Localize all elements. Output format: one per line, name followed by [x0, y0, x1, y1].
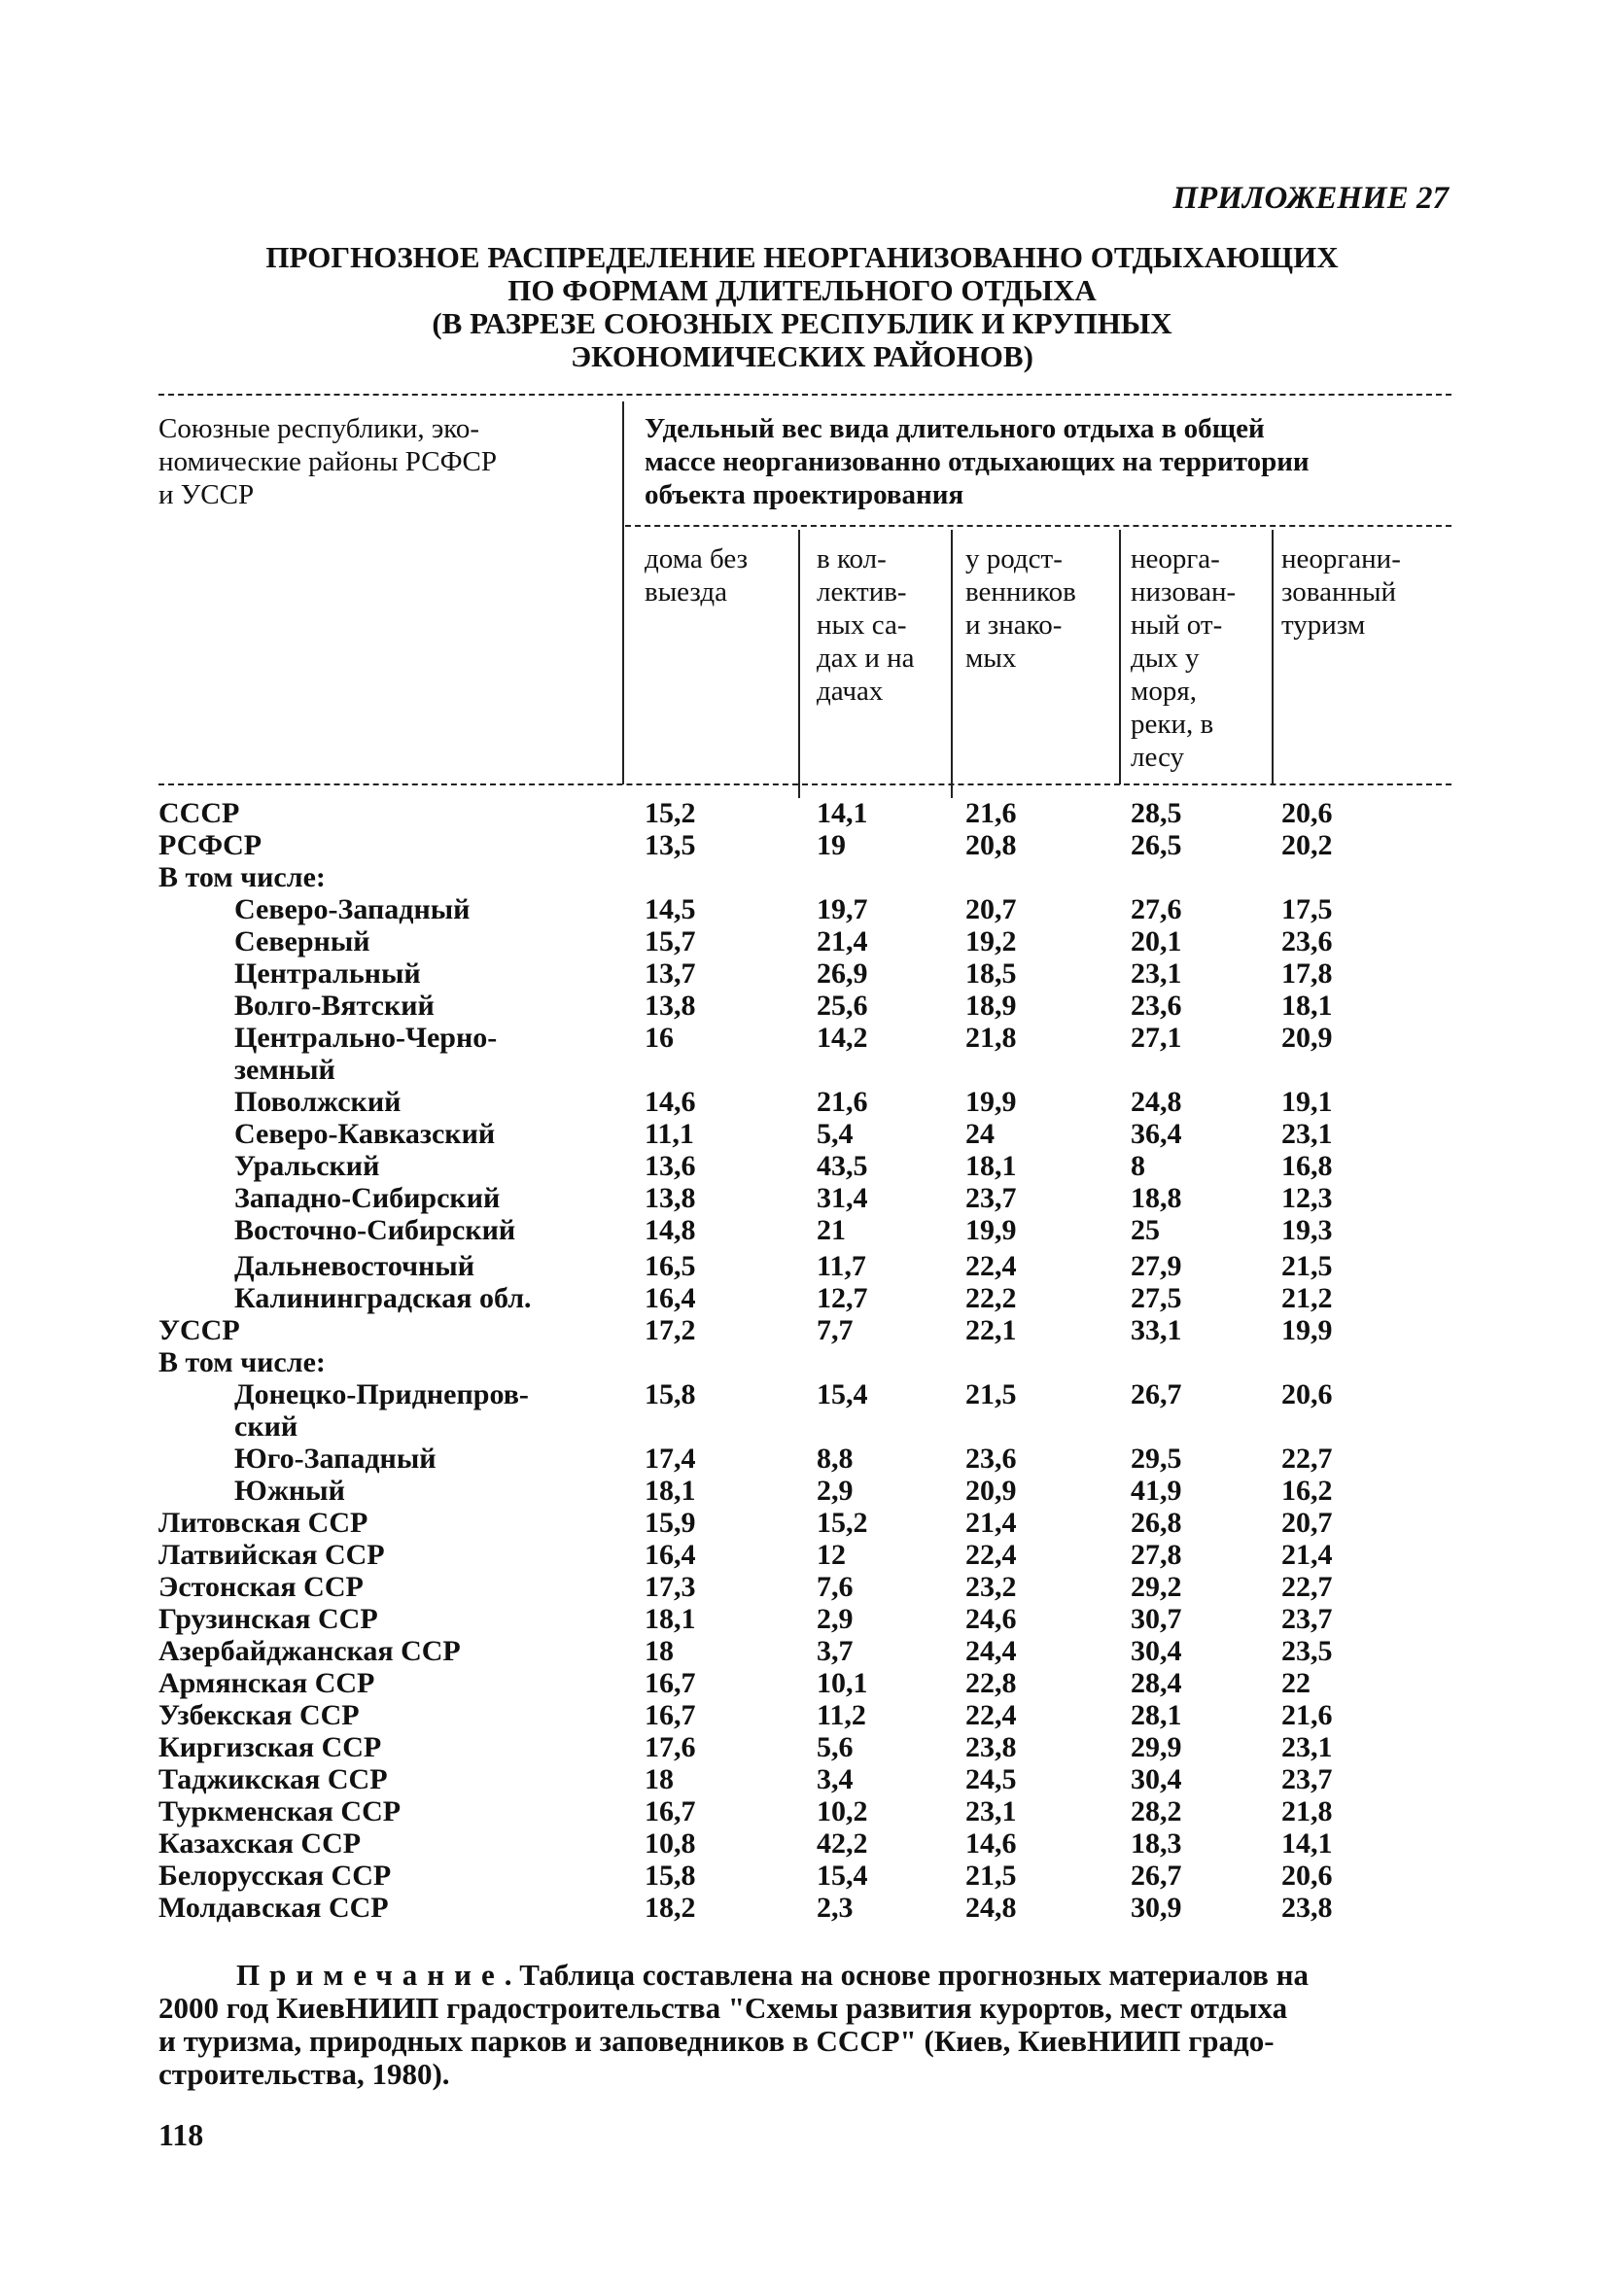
table-body-divider [798, 784, 800, 798]
table-cell: 2,9 [817, 1603, 854, 1635]
page-title [156, 241, 1449, 373]
table-row [0, 1182, 1608, 1214]
row-label: Азербайджанская ССР [158, 1635, 461, 1667]
table-cell: 17,5 [1281, 893, 1333, 925]
table-cell: 16 [645, 1022, 674, 1054]
table-cell: 23,1 [965, 1795, 1017, 1827]
table-cell: 42,2 [817, 1827, 868, 1860]
table-cell: 16,5 [645, 1250, 696, 1282]
table-cell: 23,6 [965, 1443, 1017, 1475]
table-cell: 21,4 [817, 925, 868, 957]
table-cell: 23,7 [965, 1182, 1017, 1214]
table-cell: 29,2 [1131, 1571, 1182, 1603]
table-cell: 20,9 [1281, 1022, 1333, 1054]
row-label: Таджикская ССР [158, 1763, 388, 1795]
footnote-text: и туризма, природных парков и заповедников в СССР" (Киев, КиевНИИП градо- [158, 2024, 1275, 2058]
table-cell: 17,2 [645, 1314, 696, 1346]
table-subheader-rule [625, 525, 1451, 527]
table-cell: 19,3 [1281, 1214, 1333, 1246]
table-cell: 20,6 [1281, 1860, 1333, 1892]
column-header-line: реки, в [1131, 709, 1214, 740]
row-label: ский [234, 1410, 298, 1443]
table-cell: 21,5 [965, 1378, 1017, 1410]
table-cell: 21,6 [1281, 1699, 1333, 1731]
table-cell: 16,2 [1281, 1475, 1333, 1507]
column-header-line: туризм [1281, 609, 1366, 641]
table-cell: 16,4 [645, 1539, 696, 1571]
table-cell: 18,1 [1281, 990, 1333, 1022]
table-cell: 21 [817, 1214, 846, 1246]
table-cell: 27,6 [1131, 893, 1182, 925]
table-cell: 15,8 [645, 1378, 696, 1410]
table-cell: 11,2 [817, 1699, 866, 1731]
table-cell: 15,9 [645, 1507, 696, 1539]
table-cell: 24,8 [965, 1892, 1017, 1924]
table-row [0, 1507, 1608, 1539]
table-cell: 27,9 [1131, 1250, 1182, 1282]
table-cell: 28,4 [1131, 1667, 1182, 1699]
table-cell: 30,4 [1131, 1763, 1182, 1795]
table-cell: 21,2 [1281, 1282, 1333, 1314]
table-cell: 20,1 [1131, 925, 1182, 957]
row-label: Восточно-Сибирский [234, 1214, 516, 1246]
table-cell: 12,7 [817, 1282, 868, 1314]
row-label: Западно-Сибирский [234, 1182, 501, 1214]
table-cell: 13,7 [645, 957, 696, 990]
row-label: Донецко-Приднепров- [234, 1378, 529, 1410]
table-cell: 13,8 [645, 990, 696, 1022]
table-row [0, 1086, 1608, 1118]
table-cell: 25 [1131, 1214, 1160, 1246]
table-cell: 28,5 [1131, 797, 1182, 829]
table-cell: 19,9 [965, 1086, 1017, 1118]
table-row [0, 1795, 1608, 1827]
table-row [0, 925, 1608, 957]
table-cell: 27,5 [1131, 1282, 1182, 1314]
table-row [0, 1214, 1608, 1246]
table-cell: 23,8 [965, 1731, 1017, 1763]
table-cell: 27,8 [1131, 1539, 1182, 1571]
table-top-rule [158, 394, 1451, 396]
table-cell: 23,1 [1281, 1118, 1333, 1150]
table-cell: 22,2 [965, 1282, 1017, 1314]
table-row [0, 1022, 1608, 1054]
row-label: Узбекская ССР [158, 1699, 360, 1731]
page-number: 118 [158, 2117, 204, 2152]
table-cell: 12 [817, 1539, 846, 1571]
table-col-divider [1272, 530, 1274, 784]
stub-header-line: номические районы РСФСР [158, 446, 497, 477]
table-cell: 28,1 [1131, 1699, 1182, 1731]
table-row [0, 1731, 1608, 1763]
table-row [0, 1378, 1608, 1410]
table-cell: 22,4 [965, 1539, 1017, 1571]
title-line: ЭКОНОМИЧЕСКИХ РАЙОНОВ) [571, 339, 1033, 373]
row-label: Белорусская ССР [158, 1860, 392, 1892]
row-label: Центрально-Черно- [234, 1022, 498, 1054]
table-cell: 18,1 [645, 1603, 696, 1635]
table-cell: 15,4 [817, 1860, 868, 1892]
column-header-nature [1131, 542, 1236, 774]
table-cell: 24,4 [965, 1635, 1017, 1667]
column-header-line: дах и на [817, 643, 915, 674]
table-cell: 21,8 [1281, 1795, 1333, 1827]
column-header-line: и знако- [965, 609, 1063, 641]
table-cell: 11,7 [817, 1250, 866, 1282]
row-label: Казахская ССР [158, 1827, 362, 1860]
column-header-home [645, 542, 748, 609]
table-cell: 12,3 [1281, 1182, 1333, 1214]
stub-header [158, 412, 497, 511]
table-cell: 29,5 [1131, 1443, 1182, 1475]
table-cell: 23,8 [1281, 1892, 1333, 1924]
table-body-divider [951, 784, 953, 798]
column-header-line: лектив- [817, 576, 907, 608]
row-label: УССР [158, 1314, 240, 1346]
row-label: Северо-Кавказский [234, 1118, 496, 1150]
table-cell: 11,1 [645, 1118, 694, 1150]
table-cell: 26,7 [1131, 1378, 1182, 1410]
row-label: Молдавская ССР [158, 1892, 389, 1924]
table-cell: 18,1 [645, 1475, 696, 1507]
table-cell: 21,5 [1281, 1250, 1333, 1282]
footnote [158, 1959, 1451, 2091]
table-cell: 16,8 [1281, 1150, 1333, 1182]
table-cell: 20,6 [1281, 1378, 1333, 1410]
table-cell: 22,4 [965, 1699, 1017, 1731]
table-cell: 20,7 [965, 893, 1017, 925]
column-header-line: низован- [1131, 576, 1237, 608]
table-cell: 22,4 [965, 1250, 1017, 1282]
table-cell: 22,7 [1281, 1443, 1333, 1475]
table-row [0, 1860, 1608, 1892]
table-row [0, 1763, 1608, 1795]
footnote-label: Примечание [236, 1958, 505, 1992]
row-label: Центральный [234, 957, 421, 990]
table-col-divider [798, 530, 800, 784]
table-cell: 24,5 [965, 1763, 1017, 1795]
row-label: Армянская ССР [158, 1667, 375, 1699]
table-cell: 17,3 [645, 1571, 696, 1603]
table-cell: 20,8 [965, 829, 1017, 861]
table-cell: 18,8 [1131, 1182, 1182, 1214]
column-header-line: лесу [1131, 742, 1185, 773]
table-cell: 18,5 [965, 957, 1017, 990]
table-row [0, 1667, 1608, 1699]
table-row [0, 1250, 1608, 1282]
table-cell: 15,2 [817, 1507, 868, 1539]
table-cell: 26,9 [817, 957, 868, 990]
row-label: Калининградская обл. [234, 1282, 532, 1314]
table-cell: 21,6 [817, 1086, 868, 1118]
table-cell: 14,2 [817, 1022, 868, 1054]
table-cell: 2,3 [817, 1892, 854, 1924]
table-cell: 15,7 [645, 925, 696, 957]
column-header-line: мых [965, 643, 1017, 674]
table-col-divider [951, 530, 953, 784]
table-stub-divider [622, 401, 624, 784]
table-cell: 30,7 [1131, 1603, 1182, 1635]
column-header-line: дых у [1131, 643, 1200, 674]
table-cell: 17,6 [645, 1731, 696, 1763]
table-cell: 22,7 [1281, 1571, 1333, 1603]
column-header-line: выезда [645, 576, 727, 608]
table-cell: 14,8 [645, 1214, 696, 1246]
row-label: Уральский [234, 1150, 380, 1182]
table-cell: 22,8 [965, 1667, 1017, 1699]
table-cell: 18 [645, 1635, 674, 1667]
table-cell: 23,2 [965, 1571, 1017, 1603]
table-cell: 15,2 [645, 797, 696, 829]
table-cell: 30,9 [1131, 1892, 1182, 1924]
table-row [0, 1150, 1608, 1182]
table-row [0, 1118, 1608, 1150]
table-row [0, 1892, 1608, 1924]
table-cell: 21,4 [1281, 1539, 1333, 1571]
table-row [0, 1282, 1608, 1314]
title-line: ПО ФОРМАМ ДЛИТЕЛЬНОГО ОТДЫХА [507, 273, 1097, 307]
table-cell: 18,1 [965, 1150, 1017, 1182]
table-cell: 19,1 [1281, 1086, 1333, 1118]
table-cell: 18,9 [965, 990, 1017, 1022]
table-cell: 31,4 [817, 1182, 868, 1214]
row-label: Литовская ССР [158, 1507, 368, 1539]
column-header-line: зованный [1281, 576, 1397, 608]
table-header-bottom-rule [158, 783, 1451, 785]
table-cell: 26,8 [1131, 1507, 1182, 1539]
table-cell: 20,6 [1281, 797, 1333, 829]
table-cell: 5,6 [817, 1731, 854, 1763]
table-cell: 14,1 [1281, 1827, 1333, 1860]
table-cell: 14,5 [645, 893, 696, 925]
table-cell: 7,6 [817, 1571, 854, 1603]
table-cell: 20,7 [1281, 1507, 1333, 1539]
table-cell: 8 [1131, 1150, 1145, 1182]
table-row [0, 1827, 1608, 1860]
table-cell: 23,5 [1281, 1635, 1333, 1667]
row-label: Северо-Западный [234, 893, 471, 925]
table-cell: 17,4 [645, 1443, 696, 1475]
table-row [0, 1635, 1608, 1667]
table-cell: 22 [1281, 1667, 1311, 1699]
column-header-line: неоргани- [1281, 543, 1401, 574]
footnote-text: . Таблица составлена на основе прогнозных материалов на [504, 1958, 1309, 1992]
table-row [0, 990, 1608, 1022]
row-label: Южный [234, 1475, 345, 1507]
table-cell: 17,8 [1281, 957, 1333, 990]
table-row [0, 1475, 1608, 1507]
table-cell: 14,1 [817, 797, 868, 829]
table-cell: 24 [965, 1118, 995, 1150]
group-header-line: массе неорганизованно отдыхающих на территории [645, 446, 1310, 477]
table-row [0, 797, 1608, 829]
group-header [645, 412, 1310, 511]
row-label: Дальневосточный [234, 1250, 474, 1282]
table-cell: 26,5 [1131, 829, 1182, 861]
row-label: РСФСР [158, 829, 262, 861]
table-col-divider [1119, 530, 1121, 784]
table-cell: 15,8 [645, 1860, 696, 1892]
table-row [0, 1410, 1608, 1443]
table-cell: 10,1 [817, 1667, 868, 1699]
table-cell: 20,2 [1281, 829, 1333, 861]
row-label: Эстонская ССР [158, 1571, 364, 1603]
table-cell: 21,5 [965, 1860, 1017, 1892]
title-line: ПРОГНОЗНОЕ РАСПРЕДЕЛЕНИЕ НЕОРГАНИЗОВАННО ОТДЫХАЮЩИХ [265, 240, 1339, 274]
column-header-line: ных са- [817, 609, 907, 641]
table-row [0, 893, 1608, 925]
table-cell: 19 [817, 829, 846, 861]
column-header-line: дачах [817, 676, 884, 707]
row-label: В том числе: [158, 1346, 326, 1378]
table-cell: 27,1 [1131, 1022, 1182, 1054]
row-label: Поволжский [234, 1086, 402, 1118]
table-cell: 19,7 [817, 893, 868, 925]
table-cell: 24,6 [965, 1603, 1017, 1635]
table-cell: 18 [645, 1763, 674, 1795]
table-cell: 10,2 [817, 1795, 868, 1827]
row-label: Юго-Западный [234, 1443, 437, 1475]
table-cell: 23,1 [1281, 1731, 1333, 1763]
column-header-line: венников [965, 576, 1076, 608]
table-cell: 30,4 [1131, 1635, 1182, 1667]
table-row [0, 1603, 1608, 1635]
appendix-label: ПРИЛОЖЕНИЕ 27 [1172, 181, 1449, 216]
stub-header-line: Союзные республики, эко- [158, 413, 480, 444]
table-cell: 19,9 [965, 1214, 1017, 1246]
column-header-relatives [965, 542, 1076, 675]
table-cell: 26,7 [1131, 1860, 1182, 1892]
table-cell: 23,7 [1281, 1763, 1333, 1795]
row-label: земный [234, 1054, 335, 1086]
table-cell: 13,8 [645, 1182, 696, 1214]
table-cell: 21,4 [965, 1507, 1017, 1539]
column-header-line: неорга- [1131, 543, 1220, 574]
table-cell: 14,6 [965, 1827, 1017, 1860]
row-label: В том числе: [158, 861, 326, 893]
table-cell: 19,2 [965, 925, 1017, 957]
column-header-gardens [817, 542, 915, 708]
row-label: Туркменская ССР [158, 1795, 402, 1827]
table-cell: 2,9 [817, 1475, 854, 1507]
table-row [0, 1314, 1608, 1346]
table-cell: 3,4 [817, 1763, 854, 1795]
table-cell: 18,3 [1131, 1827, 1182, 1860]
table-row [0, 829, 1608, 861]
stub-header-line: и УССР [158, 479, 255, 510]
table-cell: 25,6 [817, 990, 868, 1022]
table-row [0, 957, 1608, 990]
column-header-line: моря, [1131, 676, 1197, 707]
row-label: Северный [234, 925, 370, 957]
row-label: Латвийская ССР [158, 1539, 385, 1571]
table-cell: 3,7 [817, 1635, 854, 1667]
column-header-line: ный от- [1131, 609, 1223, 641]
footnote-text: 2000 год КиевНИИП градостроительства "Схемы развития курортов, мест отдыха [158, 1991, 1288, 2025]
table-cell: 16,7 [645, 1795, 696, 1827]
table-cell: 19,9 [1281, 1314, 1333, 1346]
row-label: СССР [158, 797, 240, 829]
row-label: Грузинская ССР [158, 1603, 378, 1635]
table-cell: 5,4 [817, 1118, 854, 1150]
table-cell: 21,6 [965, 797, 1017, 829]
row-label: Волго-Вятский [234, 990, 435, 1022]
table-cell: 23,6 [1131, 990, 1182, 1022]
table-cell: 23,7 [1281, 1603, 1333, 1635]
row-label: Киргизская ССР [158, 1731, 382, 1763]
table-cell: 43,5 [817, 1150, 868, 1182]
column-header-line: в кол- [817, 543, 887, 574]
table-cell: 28,2 [1131, 1795, 1182, 1827]
title-line: (В РАЗРЕЗЕ СОЮЗНЫХ РЕСПУБЛИК И КРУПНЫХ [432, 306, 1172, 340]
table-row [0, 1539, 1608, 1571]
group-header-line: Удельный вес вида длительного отдыха в общей [645, 413, 1265, 444]
table-cell: 18,2 [645, 1892, 696, 1924]
column-header-tourism [1281, 542, 1401, 642]
column-header-line: дома без [645, 543, 749, 574]
group-header-line: объекта проектирования [645, 479, 964, 510]
table-cell: 23,6 [1281, 925, 1333, 957]
table-cell: 14,6 [645, 1086, 696, 1118]
table-cell: 16,4 [645, 1282, 696, 1314]
table-row [0, 861, 1608, 893]
table-cell: 7,7 [817, 1314, 854, 1346]
table-cell: 41,9 [1131, 1475, 1182, 1507]
table-cell: 10,8 [645, 1827, 696, 1860]
table-cell: 8,8 [817, 1443, 854, 1475]
table-cell: 13,6 [645, 1150, 696, 1182]
table-row [0, 1054, 1608, 1086]
table-cell: 13,5 [645, 829, 696, 861]
table-cell: 15,4 [817, 1378, 868, 1410]
footnote-text: строительства, 1980). [158, 2057, 450, 2091]
table-row [0, 1699, 1608, 1731]
table-cell: 23,1 [1131, 957, 1182, 990]
table-cell: 16,7 [645, 1699, 696, 1731]
table-cell: 20,9 [965, 1475, 1017, 1507]
table-cell: 33,1 [1131, 1314, 1182, 1346]
column-header-line: у родст- [965, 543, 1063, 574]
table-cell: 16,7 [645, 1667, 696, 1699]
table-cell: 36,4 [1131, 1118, 1182, 1150]
table-cell: 22,1 [965, 1314, 1017, 1346]
table-row [0, 1571, 1608, 1603]
table-cell: 29,9 [1131, 1731, 1182, 1763]
table-cell: 24,8 [1131, 1086, 1182, 1118]
table-row [0, 1443, 1608, 1475]
table-row [0, 1346, 1608, 1378]
table-cell: 21,8 [965, 1022, 1017, 1054]
